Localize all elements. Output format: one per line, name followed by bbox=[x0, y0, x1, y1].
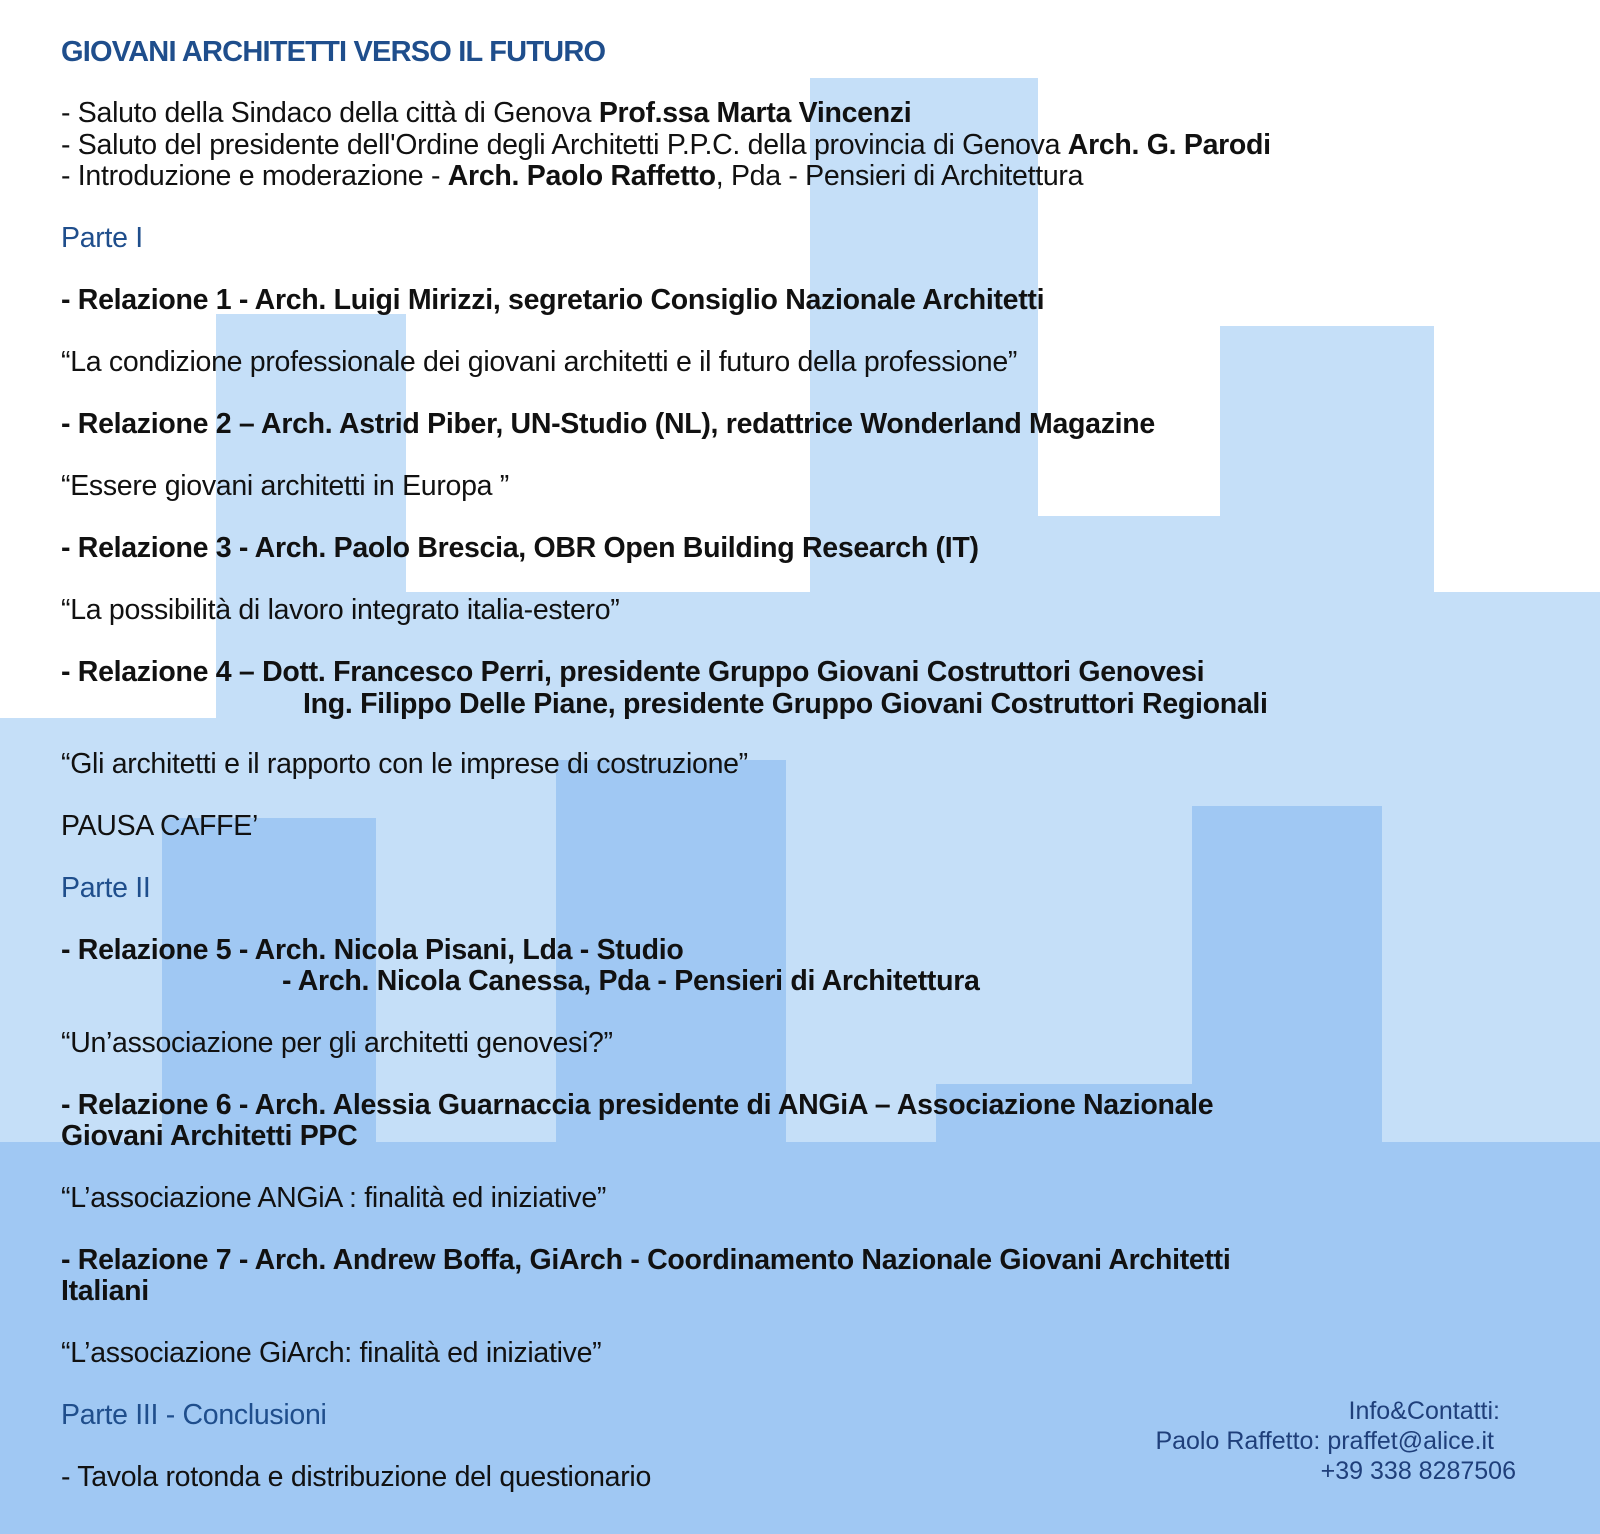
coffee-break: PAUSA CAFFE’ bbox=[61, 810, 258, 842]
relazione-6-title: “L’associazione ANGiA : finalità ed iniziative” bbox=[61, 1182, 607, 1214]
intro-text: - Saluto della Sindaco della città di Genova bbox=[61, 97, 599, 129]
document-title: GIOVANI ARCHITETTI VERSO IL FUTURO bbox=[61, 36, 606, 68]
relazione-5-title: “Un’associazione per gli architetti genovesi?” bbox=[61, 1027, 613, 1059]
contact-label: Info&Contatti: bbox=[1348, 1397, 1500, 1425]
relazione-4-line1: - Relazione 4 – Dott. Francesco Perri, presidente Gruppo Giovani Costruttori Genovesi bbox=[61, 656, 1205, 688]
contact-phone: +39 338 8287506 bbox=[1320, 1457, 1516, 1485]
relazione-6-line1: - Relazione 6 - Arch. Alessia Guarnaccia presidente di ANGiA – Associazione Nazionale bbox=[61, 1089, 1214, 1121]
intro-tail: , Pda - Pensieri di Architettura bbox=[715, 160, 1084, 192]
intro-text: - Saluto del presidente dell'Ordine degli Architetti P.P.C. della provincia di Genova bbox=[61, 129, 1068, 161]
relazione-7-line2: Italiani bbox=[61, 1275, 149, 1307]
relazione-1: - Relazione 1 - Arch. Luigi Mirizzi, segretario Consiglio Nazionale Architetti bbox=[61, 284, 1045, 316]
relazione-4-line2: Ing. Filippo Delle Piane, presidente Gruppo Giovani Costruttori Regionali bbox=[303, 688, 1268, 720]
intro-name: Arch. G. Parodi bbox=[1067, 129, 1271, 161]
intro-greeting-mayor bbox=[61, 97, 911, 129]
relazione-6-line2: Giovani Architetti PPC bbox=[61, 1120, 358, 1152]
intro-name: Prof.ssa Marta Vincenzi bbox=[598, 97, 912, 129]
intro-text: - Introduzione e moderazione - bbox=[61, 160, 448, 192]
relazione-3-title: “La possibilità di lavoro integrato italia-estero” bbox=[61, 594, 620, 626]
part2-heading: Parte II bbox=[61, 872, 151, 904]
contact-email: Paolo Raffetto: praffet@alice.it bbox=[1155, 1427, 1494, 1455]
relazione-7-line1: - Relazione 7 - Arch. Andrew Boffa, GiArch - Coordinamento Nazionale Giovani Architetti bbox=[61, 1244, 1231, 1276]
relazione-3: - Relazione 3 - Arch. Paolo Brescia, OBR Open Building Research (IT) bbox=[61, 532, 979, 564]
relazione-2: - Relazione 2 – Arch. Astrid Piber, UN-Studio (NL), redattrice Wonderland Magazine bbox=[61, 408, 1155, 440]
relazione-2-title: “Essere giovani architetti in Europa ” bbox=[61, 470, 509, 502]
part1-heading: Parte I bbox=[61, 222, 143, 254]
relazione-4-title: “Gli architetti e il rapporto con le imprese di costruzione” bbox=[61, 748, 748, 780]
relazione-7-title: “L’associazione GiArch: finalità ed iniziative” bbox=[61, 1337, 602, 1369]
intro-name: Arch. Paolo Raffetto bbox=[447, 160, 716, 192]
part3-heading: Parte III - Conclusioni bbox=[61, 1399, 327, 1431]
round-table-item: - Tavola rotonda e distribuzione del questionario bbox=[61, 1461, 651, 1493]
contact-block bbox=[1155, 1396, 1516, 1486]
intro-moderation bbox=[61, 160, 1083, 192]
relazione-5-line2: - Arch. Nicola Canessa, Pda - Pensieri di Architettura bbox=[282, 965, 980, 997]
relazione-1-title: “La condizione professionale dei giovani architetti e il futuro della professione” bbox=[61, 346, 1018, 378]
intro-greeting-president bbox=[61, 129, 1271, 161]
relazione-5-line1: - Relazione 5 - Arch. Nicola Pisani, Lda - Studio bbox=[61, 934, 684, 966]
